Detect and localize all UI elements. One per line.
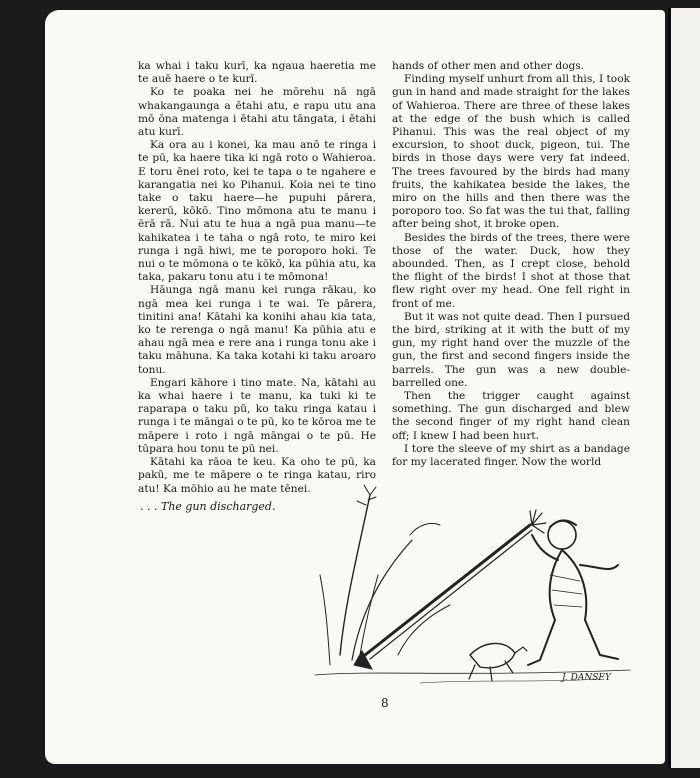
english-text-column	[392, 60, 630, 469]
paragraph: Besides the birds of the trees, there were those of the water. Duck, how they abounded. Then, as I crept close, behold the flight of the birds! I shot at those that flew right over my head. One fell right in front of me.	[392, 231, 630, 310]
paragraph: Hāunga ngā manu kei runga rākau, ko ngā mea kei runga i te wai. Te pārera, tinitini ana! Kātahi ka konihi ahau kia tata, ko te rerenga o ngā manu! Ka pūhia atu e ahau ngā mea e rere ana i runga tonu ake i taku māhuna. Ka taka kotahi ki taku aroaro tonu.	[138, 284, 376, 376]
paragraph: Then the trigger caught against something. The gun discharged and blew the second finger of my right hand clean off; I knew I had been hurt.	[392, 390, 630, 442]
paragraph: Engari kāhore i tino mate. Na, kātahi au ka whai haere i te manu, ka tuki ki te raparapa o taku pū, ko taku ringa katau i runga i te māngai o te pū, ko te kōroa me te māpere i roto i ngā māngai o te pū. He tūpara hou tonu te pū nei.	[138, 376, 376, 455]
paragraph: I tore the sleeve of my shirt as a bandage for my lacerated finger. Now the world	[392, 442, 630, 469]
illustration-caption: . . . The gun discharged.	[140, 500, 276, 513]
gun-discharge-illustration	[300, 455, 640, 690]
paragraph: Kātahi ka rāoa te keu. Ka oho te pū, ka pakū, me te māpere o te ringa katau, riro atu! Ka mōhio au he mate tēnei.	[138, 456, 376, 495]
paragraph: hands of other men and other dogs.	[392, 60, 585, 72]
maori-text-column	[138, 60, 376, 496]
illustrator-signature: J. DANSEY	[562, 673, 611, 683]
paragraph: But it was not quite dead. Then I pursued the bird, striking at it with the butt of my gun, my right hand over the muzzle of the gun, the first and second fingers inside the barrels. The gun was a new double-barrelled one.	[392, 310, 630, 389]
facing-page-edge	[668, 8, 700, 768]
paragraph: Ka ora au i konei, ka mau anō te ringa i te pū, ka haere tika ki ngā roto o Wahieroa. E toru ēnei roto, kei te tapa o te ngahere e karangatia nei ko Pihanui. Koia nei te tino take o taku haere—he pupuhi pārera, kererū, kōkō. Tino mōmona atu te manu i ērā rā. Nui atu te hua a ngā pua manu—te kahikatea i te taha o ngā roto, te miro kei runga i ngā hiwi, me te poroporo hoki. Te nui o te mōmona o te kōkō, ka pūhia atu, ka taka, pakaru tonu atu i te mōmona!	[138, 139, 376, 284]
paragraph: ka whai i taku kurī, ka ngaua haeretia me te auē haere o te kurī.	[138, 60, 376, 86]
paragraph: Finding myself unhurt from all this, I took gun in hand and made straight for the lakes of Wahieroa. There are three of these lakes at the edge of the bush which is called Pihanui. This was the real object of my excursion, to shoot duck, pigeon, tui. The birds in those days were very fat indeed. The trees favoured by the birds had many fruits, the kahikatea beside the lakes, the miro on the hills and then there was the poroporo too. So fat was the tui that, falling after being shot, it broke open.	[392, 73, 630, 231]
paragraph: Ko te poaka nei he mōrehu nā ngā whakangaunga a ētahi atu, e rapu utu ana mō ōna matenga i ētahi atu tāngata, i ētahi atu kurī.	[138, 86, 376, 139]
page-number: 8	[381, 696, 389, 710]
